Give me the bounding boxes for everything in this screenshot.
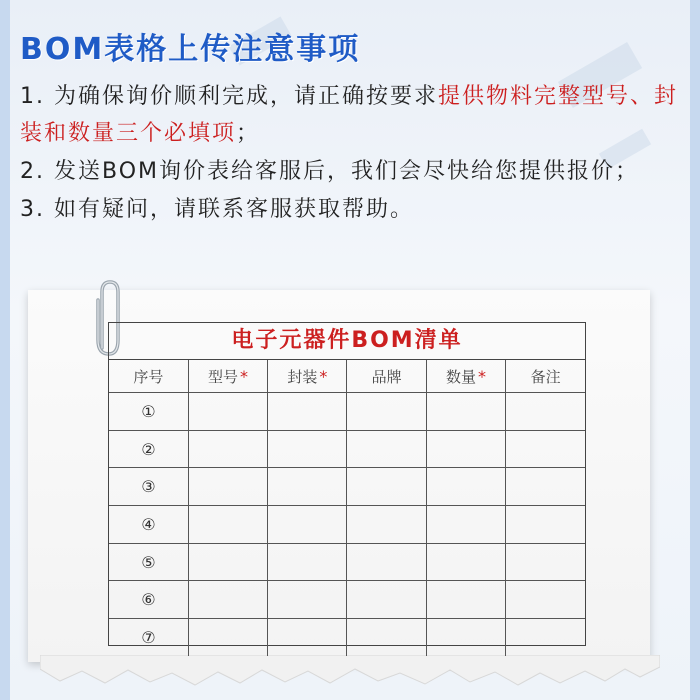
notes-list: [20, 78, 685, 229]
row-number: ⑥: [109, 581, 188, 619]
table-cell: [426, 506, 505, 544]
table-cell: [426, 430, 505, 468]
table-cell: [347, 468, 426, 506]
column-label: 备注: [530, 367, 561, 386]
table-row: [109, 543, 585, 581]
bom-sheet-title: 电子元器件BOM清单: [109, 323, 585, 360]
table-cell: [506, 468, 585, 506]
table-cell: [268, 581, 347, 619]
table-cell: [268, 506, 347, 544]
row-number: ②: [109, 430, 188, 468]
column-header: [426, 360, 505, 393]
table-row: [109, 393, 585, 431]
table-cell: [426, 543, 505, 581]
table-cell: [188, 581, 267, 619]
table-cell: [347, 393, 426, 431]
bom-table: [109, 360, 585, 656]
table-cell: [347, 543, 426, 581]
table-cell: [188, 430, 267, 468]
table-cell: [426, 619, 505, 656]
table-cell: [506, 393, 585, 431]
note-suffix: ；: [236, 121, 261, 146]
required-star-icon: *: [240, 366, 248, 386]
column-header: [109, 360, 188, 393]
note-item-2: [20, 153, 685, 190]
table-cell: [268, 430, 347, 468]
table-row: [109, 619, 585, 656]
table-cell: [188, 468, 267, 506]
table-cell: [188, 506, 267, 544]
table-cell: [268, 619, 347, 656]
table-cell: [506, 581, 585, 619]
column-header: [268, 360, 347, 393]
table-cell: [506, 506, 585, 544]
column-label: 型号: [207, 367, 238, 386]
required-star-icon: *: [319, 366, 328, 386]
table-cell: [347, 430, 426, 468]
note-highlight: 提供物料完整型号、封装和数量三个必填项: [20, 84, 679, 146]
table-cell: [506, 430, 585, 468]
table-cell: [426, 393, 505, 431]
row-number: ⑤: [109, 543, 188, 581]
note-item-3: [20, 191, 685, 228]
bom-sheet: [108, 322, 586, 646]
table-cell: [506, 543, 585, 581]
table-row: [109, 506, 585, 544]
column-header: [347, 360, 426, 393]
column-label: 封装: [287, 367, 318, 386]
table-header-row: [109, 360, 585, 393]
table-cell: [347, 619, 426, 656]
table-cell: [347, 581, 426, 619]
column-header: [188, 360, 267, 393]
table-cell: [268, 468, 347, 506]
table-cell: [268, 393, 347, 431]
table-cell: [268, 543, 347, 581]
table-cell: [506, 619, 585, 656]
column-label: 数量: [445, 367, 476, 386]
note-number: 2.: [20, 159, 45, 184]
row-number: ⑦: [109, 619, 188, 656]
note-text: 如有疑问，请联系客服获取帮助。: [54, 197, 415, 222]
table-row: [109, 430, 585, 468]
table-cell: [188, 619, 267, 656]
note-number: 3.: [20, 197, 45, 222]
row-number: ①: [109, 393, 188, 431]
note-text: 为确保询价顺利完成，请正确按要求: [54, 84, 439, 109]
column-label: 品牌: [371, 367, 402, 386]
note-item-1: [20, 78, 685, 152]
table-row: [109, 581, 585, 619]
required-star-icon: *: [477, 366, 486, 386]
note-number: 1.: [20, 84, 45, 109]
page-title: BOM表格上传注意事项: [20, 32, 361, 67]
note-text: 发送BOM询价表给客服后，我们会尽快给您提供报价；: [54, 159, 640, 184]
row-number: ④: [109, 506, 188, 544]
torn-edge: [40, 655, 660, 695]
table-row: [109, 468, 585, 506]
table-cell: [347, 506, 426, 544]
table-cell: [188, 393, 267, 431]
table-cell: [188, 543, 267, 581]
row-number: ③: [109, 468, 188, 506]
column-label: 序号: [133, 367, 164, 386]
table-cell: [426, 581, 505, 619]
table-cell: [426, 468, 505, 506]
column-header: [506, 360, 585, 393]
